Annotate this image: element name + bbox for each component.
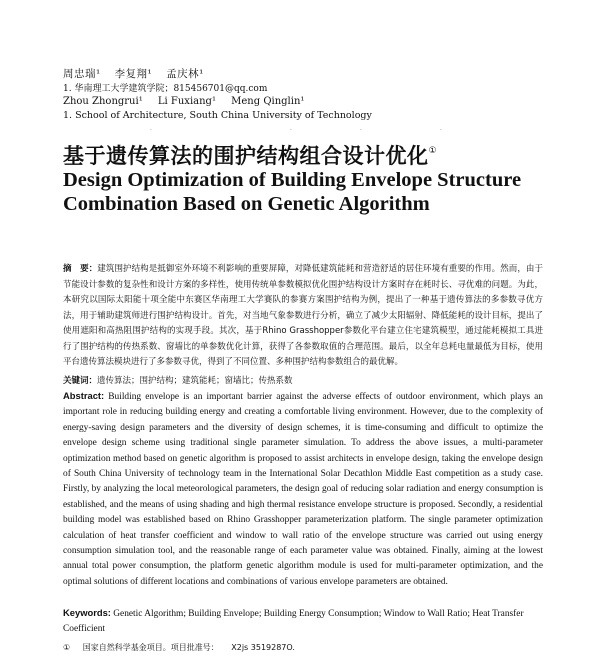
abstract-en	[63, 388, 543, 590]
keywords-cn	[63, 374, 293, 386]
abstract-cn-text: 建筑围护结构是抵御室外环境不利影响的重要屏障，对降低建筑能耗和营造舒适的居住环境有重要的作用。然而，由于节能设计参数的复杂性和设计方案的多样性，使用传统单参数模拟优化围护结构设计方案时存在耗时长、寻优难的问题。为此，本研究以国际太阳能十项全能中东赛区华南理工大学赛队的参赛方案围护结构为例，提出了一种基于遗传算法的多参数寻优方法，用于辅助建筑师进行围护结构设计。首先，对当地气象参数进行分析，确立了减少太阳辐射、降低能耗的设计目标，提出了使用遮阳和高热阻围护结构的实现手段。其次，基于Rhino Grasshopper参数化平台建立住宅建筑模型，通过能耗模拟工具进行了围护结构的传热系数、窗墙比的单参数优化计算，获得了各参数取值的合理范围。最后，以全年总耗电量最低为目标，使用平台遗传算法模块进行了多参数寻优，得到了不同位置、多种围护结构参数组合的最优解。	[63, 264, 543, 367]
title-cn-text: 基于遗传算法的围护结构组合设计优化	[63, 144, 429, 168]
abstract-en-label: Abstract:	[63, 390, 105, 401]
title-en: Design Optimization of Building Envelope Structure Combination Based on Genetic Algorithm	[63, 169, 522, 215]
author-cn-3: 孟庆林¹	[166, 68, 204, 80]
author-cn-2: 李复翔¹	[114, 68, 153, 80]
footnote-marker: ①	[63, 643, 71, 652]
author-en-2: Li Fuxiang¹	[157, 96, 216, 107]
abstract-cn	[63, 262, 543, 371]
authors-en	[63, 96, 316, 107]
keywords-en-text: Genetic Algorithm; Building Envelope; Building Energy Consumption; Window to Wall Ratio; Heat Transfer Coefficient	[63, 609, 524, 635]
footnote-text: 国家自然科学基金项目。项目批准号：	[82, 643, 219, 652]
scan-speck: ·	[150, 127, 152, 134]
title-footnote-marker: ①	[428, 146, 438, 156]
footnote-number: X2js 3519287O.	[231, 643, 295, 652]
affiliation-cn: 1. 华南理工大学建筑学院；815456701@qq.com	[63, 84, 268, 94]
scan-speck: ·	[440, 127, 442, 134]
author-en-3: Meng Qinglin¹	[231, 96, 305, 107]
author-cn-1: 周忠瑞¹	[63, 68, 101, 80]
abstract-cn-label: 摘 要：	[63, 264, 98, 274]
scan-speck: ·	[290, 127, 292, 134]
keywords-en	[63, 605, 543, 638]
scan-speck: ·	[360, 127, 362, 134]
abstract-en-text: Building envelope is an important barrier against the adverse effects of outdoor environment, which plays an important role in reducing building energy and creating a comfortable living environment. However, due to the complexity of energy-saving design parameters and the diversity of design schemes, it is time-consuming and difficult to optimize the envelope design scheme using traditional single parameter simulation. To address the above issues, a multi-parameter optimization method based on genetic algorithm is proposed to assist architects in envelope design, taking the envelope design of South China University of technology team in the International Solar Decathlon Middle East competition as a study case. Firstly, by analyzing the local meteorological parameters, the design goal of reducing solar radiation and energy consumption is established, and the means of using shading and high thermal resistance envelope structure is proposed. Secondly, a residential building model was established based on Rhino Grasshopper parameterization platform. The single parameter optimization calculation of heat transfer coefficient and window to wall ratio of the envelope structure was carried out using energy consumption simulation tool, and the reasonable range of each parameter value was obtained. Finally, aiming at the lowest annual total power consumption, the platform genetic algorithm module is used for multi-parameter optimization, and the optimal solutions of different locations and combinations of various envelope parameters are obtained.	[63, 392, 543, 587]
footnote	[63, 642, 305, 653]
keywords-cn-text: 遗传算法；围护结构；建筑能耗；窗墙比；传热系数	[97, 376, 293, 386]
author-en-1: Zhou Zhongrui¹	[63, 96, 143, 107]
keywords-en-label: Keywords:	[63, 607, 111, 618]
keywords-cn-label: 关键词：	[63, 376, 98, 386]
title-cn	[63, 140, 437, 170]
affiliation-en: 1. School of Architecture, South China University of Technology	[63, 110, 372, 121]
authors-cn	[63, 66, 214, 81]
